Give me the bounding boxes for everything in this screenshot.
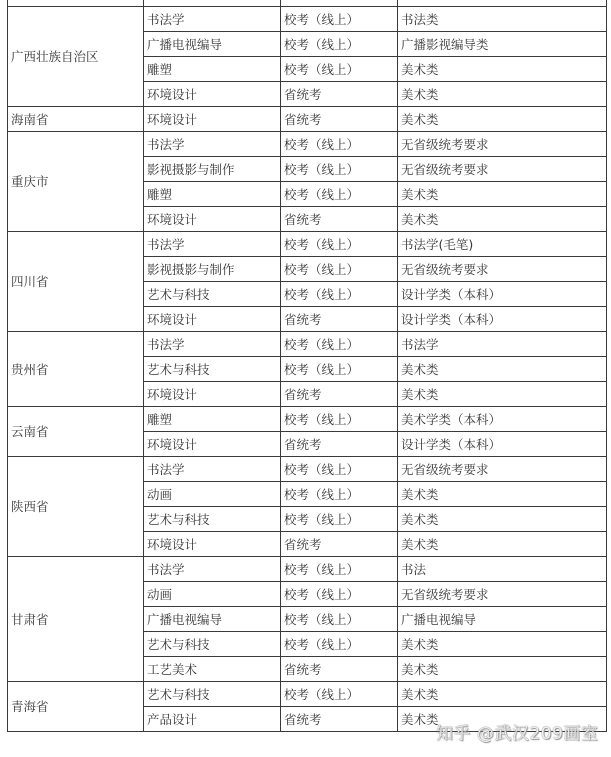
exam-type-cell: 校考（线上） xyxy=(281,156,398,181)
table-row xyxy=(8,556,607,581)
table-row xyxy=(8,456,607,481)
major-cell: 动画 xyxy=(144,481,281,506)
province-cell: 重庆市 xyxy=(8,131,144,231)
table-row xyxy=(8,131,607,156)
major-cell: 艺术与科技 xyxy=(144,356,281,381)
exam-type-cell: 校考（线上） xyxy=(281,581,398,606)
major-cell: 工艺美术 xyxy=(144,656,281,681)
exam-type-cell: 校考（线上） xyxy=(281,606,398,631)
exam-type-cell: 校考（线上） xyxy=(281,131,398,156)
major-cell: 广播电视编导 xyxy=(144,606,281,631)
category-cell: 无省级统考要求 xyxy=(398,131,607,156)
category-cell: 美术类 xyxy=(398,356,607,381)
major-cell: 环境设计 xyxy=(144,206,281,231)
major-cell: 产品设计 xyxy=(144,706,281,731)
table-row xyxy=(8,231,607,256)
category-cell: 无省级统考要求 xyxy=(398,256,607,281)
province-cell: 甘肃省 xyxy=(8,556,144,681)
major-cell: 环境设计 xyxy=(144,381,281,406)
major-cell: 雕塑 xyxy=(144,56,281,81)
category-cell: 美术类 xyxy=(398,481,607,506)
exam-type-cell: 省统考 xyxy=(281,81,398,106)
exam-type-cell: 省统考 xyxy=(281,531,398,556)
exam-type-cell: 校考（线上） xyxy=(281,681,398,706)
exam-type-cell: 校考（线上） xyxy=(281,231,398,256)
major-cell: 书法学 xyxy=(144,131,281,156)
major-cell: 雕塑 xyxy=(144,181,281,206)
major-cell: 书法学 xyxy=(144,456,281,481)
category-cell: 美术类 xyxy=(398,681,607,706)
major-cell: 雕塑 xyxy=(144,406,281,431)
category-cell: 美术类 xyxy=(398,56,607,81)
province-cell: 青海省 xyxy=(8,681,144,731)
major-cell: 艺术与科技 xyxy=(144,631,281,656)
exam-type-cell: 校考（线上） xyxy=(281,406,398,431)
exam-type-cell: 校考（线上） xyxy=(281,481,398,506)
major-cell: 书法学 xyxy=(144,556,281,581)
table-row xyxy=(8,106,607,131)
exam-type-cell: 省统考 xyxy=(281,381,398,406)
major-cell: 环境设计 xyxy=(144,306,281,331)
category-cell: 美术类 xyxy=(398,106,607,131)
major-cell: 环境设计 xyxy=(144,531,281,556)
exam-type-cell: 校考（线上） xyxy=(281,256,398,281)
province-cell: 广西壮族自治区 xyxy=(8,6,144,106)
exam-type-cell: 校考（线上） xyxy=(281,6,398,31)
major-cell: 书法学 xyxy=(144,231,281,256)
major-cell: 艺术与科技 xyxy=(144,681,281,706)
exam-type-cell: 校考（线上） xyxy=(281,506,398,531)
exam-type-cell: 校考（线上） xyxy=(281,31,398,56)
category-cell: 美术类 xyxy=(398,206,607,231)
category-cell: 书法学(毛笔) xyxy=(398,231,607,256)
category-cell: 美术类 xyxy=(398,381,607,406)
province-cell: 云南省 xyxy=(8,406,144,456)
category-cell: 美术类 xyxy=(398,656,607,681)
exam-type-cell: 省统考 xyxy=(281,431,398,456)
category-cell: 设计学类（本科） xyxy=(398,306,607,331)
table-row xyxy=(8,331,607,356)
major-cell: 影视摄影与制作 xyxy=(144,256,281,281)
province-cell: 陕西省 xyxy=(8,456,144,556)
table-body xyxy=(8,0,607,731)
table-row xyxy=(8,6,607,31)
exam-type-cell: 校考（线上） xyxy=(281,456,398,481)
category-cell: 美术学类（本科） xyxy=(398,406,607,431)
exam-type-cell: 校考（线上） xyxy=(281,356,398,381)
category-cell: 书法 xyxy=(398,556,607,581)
category-cell: 美术类 xyxy=(398,531,607,556)
exam-type-cell: 校考（线上） xyxy=(281,631,398,656)
category-cell: 无省级统考要求 xyxy=(398,581,607,606)
category-cell: 美术类 xyxy=(398,181,607,206)
exam-type-cell: 省统考 xyxy=(281,306,398,331)
province-cell: 四川省 xyxy=(8,231,144,331)
major-cell: 环境设计 xyxy=(144,431,281,456)
category-cell: 设计学类（本科） xyxy=(398,431,607,456)
major-cell: 艺术与科技 xyxy=(144,506,281,531)
province-cell: 海南省 xyxy=(8,106,144,131)
exam-type-cell: 校考（线上） xyxy=(281,281,398,306)
table-row xyxy=(8,681,607,706)
watermark: 知乎 @武汉209画室 xyxy=(436,724,599,744)
exam-type-cell: 省统考 xyxy=(281,106,398,131)
major-cell: 广播电视编导 xyxy=(144,31,281,56)
category-cell: 设计学类（本科） xyxy=(398,281,607,306)
exam-type-cell: 省统考 xyxy=(281,656,398,681)
category-cell: 书法类 xyxy=(398,6,607,31)
category-cell: 广播电视编导 xyxy=(398,606,607,631)
exam-type-cell: 校考（线上） xyxy=(281,56,398,81)
major-cell: 书法学 xyxy=(144,331,281,356)
major-cell: 环境设计 xyxy=(144,106,281,131)
category-cell: 无省级统考要求 xyxy=(398,456,607,481)
exam-type-cell: 校考（线上） xyxy=(281,181,398,206)
category-cell: 无省级统考要求 xyxy=(398,156,607,181)
major-cell: 影视摄影与制作 xyxy=(144,156,281,181)
category-cell: 广播影视编导类 xyxy=(398,31,607,56)
category-cell: 美术类 xyxy=(398,506,607,531)
category-cell: 书法学 xyxy=(398,331,607,356)
exam-type-cell: 校考（线上） xyxy=(281,556,398,581)
province-cell: 贵州省 xyxy=(8,331,144,406)
exam-type-cell: 省统考 xyxy=(281,706,398,731)
admission-table xyxy=(7,0,607,732)
major-cell: 书法学 xyxy=(144,6,281,31)
major-cell: 艺术与科技 xyxy=(144,281,281,306)
major-cell: 环境设计 xyxy=(144,81,281,106)
exam-type-cell: 校考（线上） xyxy=(281,331,398,356)
table-row xyxy=(8,406,607,431)
category-cell: 美术类 xyxy=(398,81,607,106)
category-cell: 美术类 xyxy=(398,706,607,731)
major-cell: 动画 xyxy=(144,581,281,606)
exam-type-cell: 省统考 xyxy=(281,206,398,231)
category-cell: 美术类 xyxy=(398,631,607,656)
